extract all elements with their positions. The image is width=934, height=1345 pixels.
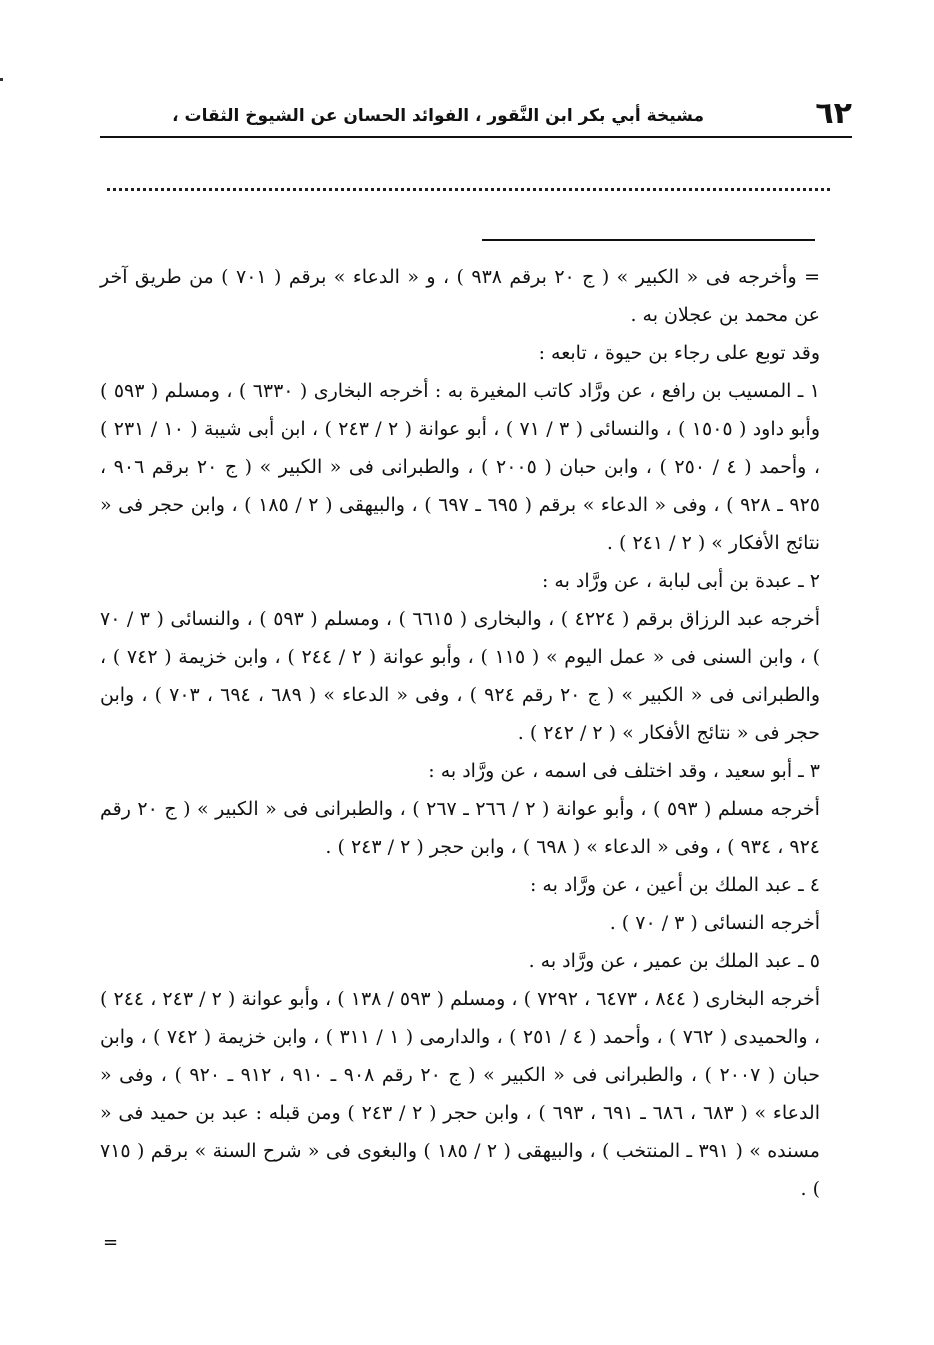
paragraph-item-3-body: أخرجه مسلم ( ٥٩٣ ) ، وأبو عوانة ( ٢ / ٢٦٦ ـ ٢٦٧ ) ، والطبرانى فى « الكبير » ( ج ٢٠ رقم ٩٢٤ ، ٩٣٤ ) ، وفى « الدعاء » ( ٦٩٨ ) ، وابن حجر ( ٢ / ٢٤٣ ) .	[100, 798, 820, 858]
header-rule	[100, 136, 852, 138]
paragraph-item-2-body: أخرجه عبد الرزاق برقم ( ٤٢٢٤ ) ، والبخارى ( ٦٦١٥ ) ، ومسلم ( ٥٩٣ ) ، والنسائى ( ٣ / ٧٠ ) ، وابن السنى فى « عمل اليوم » ( ١١٥ ) ، وأبو عوانة ( ٢ / ٢٤٤ ) ، وابن خزيمة ( ٧٤٢ ) ، والطبرانى فى « الكبير » ( ج ٢٠ رقم ٩٢٤ ) ، وفى « الدعاء » ( ٦٨٩ ، ٦٩٤ ، ٧٠٣ ) ، وابن حجر فى « نتائج الأفكار » ( ٢ / ٢٤٢ ) .	[100, 608, 821, 744]
paragraph-item-5-heading: ٥ ـ عبد الملك بن عمير ، عن ورَّاد به .	[528, 950, 820, 972]
paragraph-item-1: ١ ـ المسيب بن رافع ، عن ورَّاد كاتب المغيرة به : أخرجه البخارى ( ٦٣٣٠ ) ، ومسلم ( ٥٩٣ ) وأبو داود ( ١٥٠٥ ) ، والنسائى ( ٣ / ٧١ ) ، أبو عوانة ( ٢ / ٢٤٣ ) ، ابن أبى شيبة ( ١٠ / ٢٣١ ) ، وأحمد ( ٤ / ٢٥٠ ) ، وابن حبان ( ٢٠٠٥ ) ، والطبرانى فى « الكبير » ( ج ٢٠ برقم ٩٠٦ ، ٩٢٥ ـ ٩٢٨ ) ، وفى « الدعاء » برقم ( ٦٩٥ ـ ٦٩٧ ) ، والبيهقى ( ٢ / ١٨٥ ) ، وابن حجر فى « نتائج الأفكار » ( ٢ / ٢٤١ ) .	[100, 380, 821, 554]
paragraph-item-2-heading: ٢ ـ عبدة بن أبى لبابة ، عن ورَّاد به :	[541, 570, 820, 592]
paragraph-item-4-heading: ٤ ـ عبد الملك بن أعين ، عن ورَّاد به :	[529, 874, 820, 896]
dotted-separator	[107, 188, 830, 191]
footnote-body	[100, 258, 820, 1208]
paragraph-continuation: = وأخرجه فى « الكبير » ( ج ٢٠ برقم ٩٣٨ ) ، و « الدعاء » برقم ( ٧٠١ ) من طريق آخر عن محمد بن عجلان به .	[100, 266, 820, 326]
paragraph-item-4-body: أخرجه النسائى ( ٣ / ٧٠ ) .	[609, 912, 820, 934]
paragraph-item-3-heading: ٣ ـ أبو سعيد ، وقد اختلف فى اسمه ، عن ورَّاد به :	[428, 760, 820, 782]
footnote-rule	[482, 239, 815, 241]
page-number: ٦٢	[815, 96, 852, 131]
running-title: مشيخة أبي بكر ابن النَّقور ، الفوائد الحسان عن الشيوخ الثقات ،	[172, 106, 704, 126]
scan-edge-mark	[0, 78, 3, 81]
continuation-mark: =	[103, 1232, 119, 1253]
paragraph-item-5-body: أخرجه البخارى ( ٨٤٤ ، ٦٤٧٣ ، ٧٢٩٢ ) ، ومسلم ( ٥٩٣ / ١٣٨ ) ، وأبو عوانة ( ٢ / ٢٤٣ ، ٢٤٤ ) ، والحميدى ( ٧٦٢ ) ، وأحمد ( ٤ / ٢٥١ ) ، والدارمى ( ١ / ٣١١ ) ، وابن خزيمة ( ٧٤٢ ) ، وابن حبان ( ٢٠٠٧ ) ، والطبرانى فى « الكبير » ( ج ٢٠ رقم ٩٠٨ ـ ٩١٠ ، ٩١٢ ـ ٩٢٠ ) ، وفى « الدعاء » ( ٦٨٣ ، ٦٨٦ ـ ٦٩١ ، ٦٩٣ ) ، وابن حجر ( ٢ / ٢٤٣ ) ومن قبله : عبد بن حميد فى « مسنده » ( ٣٩١ ـ المنتخب ) ، والبيهقى ( ٢ / ١٨٥ ) والبغوى فى « شرح السنة » برقم ( ٧١٥ ) .	[100, 988, 821, 1200]
page-header	[100, 95, 852, 137]
paragraph-intro: وقد توبع على رجاء بن حيوة ، تابعه :	[538, 342, 820, 364]
